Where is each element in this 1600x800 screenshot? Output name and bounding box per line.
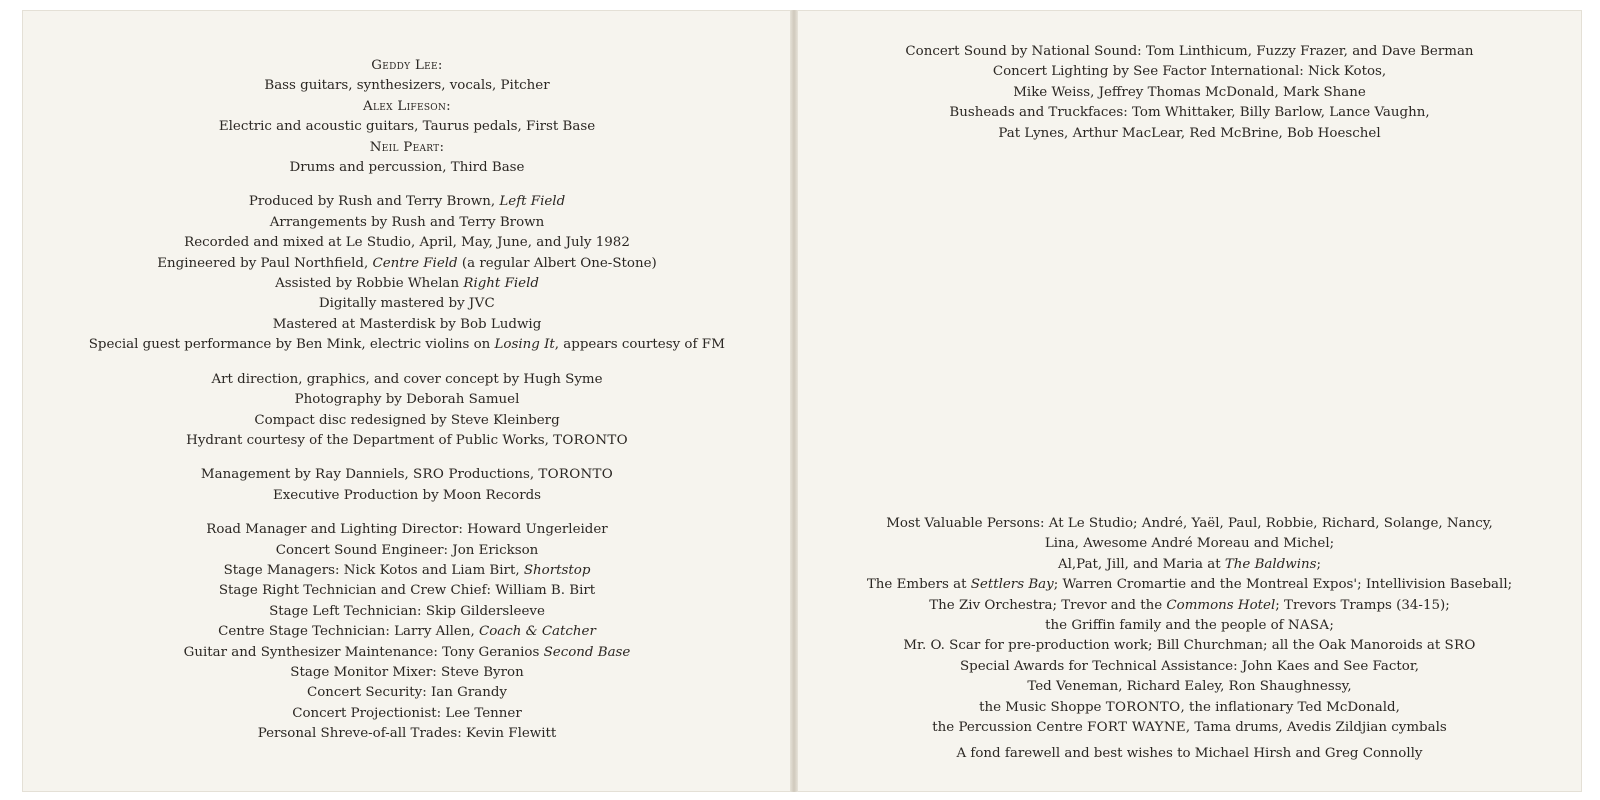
thanks-line: the Griffin family and the people of NASA;	[1045, 618, 1334, 634]
awards-line: the Percussion Centre FORT WAYNE, Tama drums, Avedis Zildjian cymbals	[932, 720, 1447, 736]
redesign-credit: Compact disc redesigned by Steve Kleinberg	[254, 412, 560, 428]
member-name: Geddy Lee:	[371, 58, 443, 73]
crew-credit: Guitar and Synthesizer Maintenance: Tony Geranios Second Base	[183, 644, 631, 660]
thanks-line: Lina, Awesome André Moreau and Michel;	[1044, 536, 1335, 552]
mastered-credit: Mastered at Masterdisk by Bob Ludwig	[272, 316, 542, 332]
thanks-section	[797, 514, 1582, 765]
crew-credit: Road Manager and Lighting Director: Howard Ungerleider	[206, 522, 608, 538]
member-name: Alex Lifeson:	[363, 98, 451, 114]
digital-credit: Digitally mastered by JVC	[318, 296, 496, 312]
crew-credit: Concert Projectionist: Lee Tenner	[292, 705, 522, 721]
thanks-line: The Embers at Settlers Bay; Warren Cromartie and the Montreal Expos'; Intellivision Baseball;	[866, 577, 1513, 593]
crew-credit: Stage Left Technician: Skip Gildersleeve	[269, 603, 545, 619]
crew-credit: Stage Right Technician and Crew Chief: William B. Birt	[218, 583, 596, 599]
recorded-credit: Recorded and mixed at Le Studio, April, May, June, and July 1982	[184, 235, 630, 251]
sound-credit: Concert Sound by National Sound: Tom Linthicum, Fuzzy Frazer, and Dave Berman	[905, 44, 1474, 59]
thanks-line: Mr. O. Scar for pre-production work; Bill Churchman; all the Oak Manoroids at SRO	[903, 638, 1476, 654]
arrangements-credit: Arrangements by Rush and Terry Brown	[269, 214, 545, 230]
busheads-credit: Busheads and Truckfaces: Tom Whittaker, Billy Barlow, Lance Vaughn,	[949, 105, 1430, 121]
guest-credit: Special guest performance by Ben Mink, electric violins on Losing It, appears courtesy of FM	[88, 337, 726, 353]
awards-line: the Music Shoppe TORONTO, the inflationary Ted McDonald,	[979, 699, 1400, 715]
left-credits	[22, 56, 792, 745]
exec-credit: Executive Production by Moon Records	[272, 487, 542, 503]
member-role: Bass guitars, synthesizers, vocals, Pitcher	[264, 78, 550, 94]
engineered-credit: Engineered by Paul Northfield, Centre Field (a regular Albert One-Stone)	[157, 255, 657, 271]
right-top-credits	[797, 42, 1582, 144]
art-credit: Art direction, graphics, and cover concept by Hugh Syme	[211, 371, 603, 387]
assisted-credit: Assisted by Robbie Whelan Right Field	[275, 276, 539, 292]
crew-credit: Stage Monitor Mixer: Steve Byron	[290, 664, 524, 680]
thanks-line: Al,Pat, Jill, and Maria at The Baldwins;	[1057, 556, 1322, 572]
produced-credit: Produced by Rush and Terry Brown, Left Field	[248, 194, 566, 210]
thanks-line: Most Valuable Persons: At Le Studio; André, Yaël, Paul, Robbie, Richard, Solange, Nancy,	[886, 516, 1493, 531]
crew-credit: Stage Managers: Nick Kotos and Liam Birt, Shortstop	[223, 562, 591, 578]
busheads-credit-cont: Pat Lynes, Arthur MacLear, Red McBrine, Bob Hoeschel	[998, 125, 1381, 141]
lighting-credit-cont: Mike Weiss, Jeffrey Thomas McDonald, Mark Shane	[1013, 84, 1366, 100]
awards-line: Special Awards for Technical Assistance: John Kaes and See Factor,	[959, 658, 1420, 674]
awards-line: Ted Veneman, Richard Ealey, Ron Shaughnessy,	[1027, 679, 1352, 695]
farewell-line: A fond farewell and best wishes to Michael Hirsh and Greg Connolly	[956, 746, 1423, 762]
member-name: Neil Peart:	[369, 139, 445, 155]
crew-credit: Centre Stage Technician: Larry Allen, Coach & Catcher	[218, 624, 596, 640]
hydrant-credit: Hydrant courtesy of the Department of Public Works, TORONTO	[186, 432, 628, 448]
management-credit: Management by Ray Danniels, SRO Productions, TORONTO	[200, 467, 614, 483]
crew-credit: Concert Security: Ian Grandy	[306, 685, 507, 701]
crew-credit: Concert Sound Engineer: Jon Erickson	[275, 542, 539, 558]
member-role: Drums and percussion, Third Base	[289, 160, 525, 176]
thanks-line: The Ziv Orchestra; Trevor and the Commons Hotel; Trevors Tramps (34-15);	[929, 597, 1450, 613]
crew-credit: Personal Shreve-of-all Trades: Kevin Flewitt	[257, 726, 557, 742]
member-role: Electric and acoustic guitars, Taurus pedals, First Base	[218, 119, 596, 135]
photo-credit: Photography by Deborah Samuel	[294, 392, 520, 408]
lighting-credit: Concert Lighting by See Factor International: Nick Kotos,	[992, 64, 1387, 80]
